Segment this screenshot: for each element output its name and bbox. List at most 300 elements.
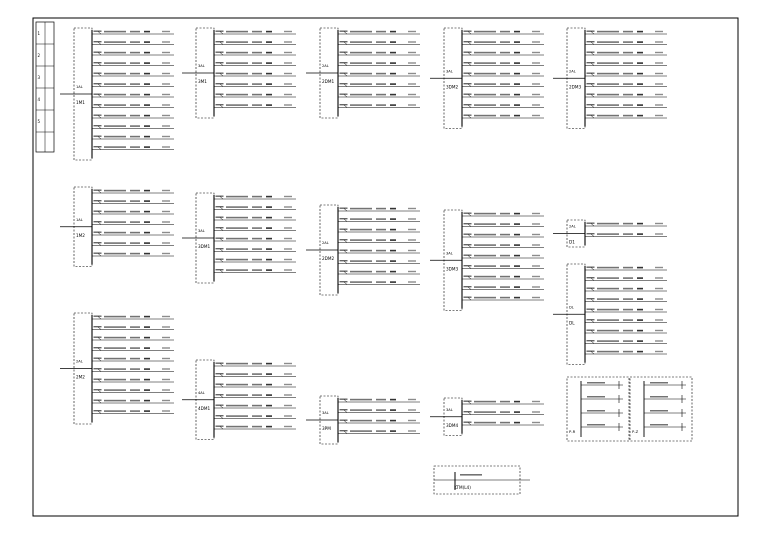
column-4	[430, 28, 544, 436]
cable-spec-mark	[350, 62, 372, 64]
breaker-tag-mark	[587, 41, 595, 42]
cable-spec-mark	[376, 420, 386, 422]
circuit-note-mark	[284, 217, 292, 218]
cable-spec-mark	[623, 73, 633, 75]
load-value-mark	[637, 267, 643, 269]
load-value-mark	[144, 358, 150, 360]
breaker-tag-mark	[464, 234, 472, 235]
load-value-mark	[390, 94, 396, 96]
breaker-tag-mark	[340, 41, 348, 42]
circuit-note-mark	[162, 83, 170, 84]
load-value-mark	[637, 309, 643, 311]
breaker-tag-mark	[216, 227, 224, 228]
circuit-note-mark	[655, 267, 663, 268]
cable-spec-mark	[376, 229, 386, 231]
legend-right	[630, 377, 692, 441]
cable-spec-mark	[597, 41, 619, 43]
panel-sub-label: 3AL	[446, 251, 453, 256]
load-value-mark	[266, 384, 272, 386]
distribution-panel-2dm3	[553, 28, 667, 129]
cable-spec-mark	[474, 52, 496, 54]
cable-spec-mark	[474, 234, 496, 236]
cable-spec-mark	[130, 347, 140, 349]
panel-id-label: DL	[569, 320, 575, 326]
circuit-note-mark	[532, 276, 540, 277]
circuit-note-mark	[408, 31, 416, 32]
distribution-panel-3dm4	[430, 398, 544, 436]
cable-spec-mark	[474, 115, 496, 117]
breaker-tag-mark	[587, 319, 595, 320]
breaker-tag-mark	[587, 52, 595, 53]
load-value-mark	[514, 286, 520, 288]
cable-spec-mark	[350, 41, 372, 43]
circuit-note-mark	[655, 83, 663, 84]
circuit-note-mark	[162, 41, 170, 42]
circuit-note-mark	[532, 41, 540, 42]
breaker-tag-mark	[94, 253, 102, 254]
breaker-tag-mark	[340, 73, 348, 74]
cable-spec-mark	[623, 319, 633, 321]
breaker-tag-mark	[94, 326, 102, 327]
breaker-tag-mark	[216, 217, 224, 218]
breaker-tag-mark	[587, 94, 595, 95]
circuit-note-mark	[162, 316, 170, 317]
legend-label: P-R	[569, 429, 576, 434]
cable-spec-mark	[252, 83, 262, 85]
cable-spec-mark	[376, 52, 386, 54]
cable-spec-mark	[474, 286, 496, 288]
cable-spec-mark	[104, 253, 126, 255]
load-value-mark	[144, 326, 150, 328]
cable-spec-mark	[252, 373, 262, 375]
cable-spec-mark	[226, 196, 248, 198]
cable-spec-mark	[474, 276, 496, 278]
circuit-note-mark	[408, 281, 416, 282]
circuit-note-mark	[655, 41, 663, 42]
breaker-tag-mark	[216, 394, 224, 395]
circuit-note-mark	[532, 411, 540, 412]
cable-spec-mark	[623, 115, 633, 117]
circuit-note-mark	[532, 52, 540, 53]
cable-spec-mark	[226, 238, 248, 240]
cable-spec-mark	[252, 31, 262, 33]
cable-spec-mark	[597, 223, 619, 225]
load-value-mark	[266, 73, 272, 75]
load-value-mark	[266, 373, 272, 375]
circuit-note-mark	[532, 244, 540, 245]
breaker-tag-mark	[216, 52, 224, 53]
load-value-mark	[144, 73, 150, 75]
cable-spec-mark	[104, 190, 126, 192]
cable-spec-mark	[597, 94, 619, 96]
panel-id-label: 1M1	[76, 100, 85, 105]
breaker-tag-mark	[587, 233, 595, 234]
title-block	[36, 22, 54, 152]
cable-spec-mark	[252, 73, 262, 75]
circuit-note-mark	[162, 253, 170, 254]
cable-spec-mark	[350, 104, 372, 106]
breaker-tag-mark	[94, 242, 102, 243]
cable-spec-mark	[130, 389, 140, 391]
breaker-tag-mark	[94, 94, 102, 95]
circuit-note-mark	[162, 232, 170, 233]
load-value-mark	[637, 298, 643, 300]
cable-spec-mark	[130, 200, 140, 202]
breaker-tag-mark	[340, 62, 348, 63]
circuit-note-mark	[162, 326, 170, 327]
circuit-note-mark	[532, 255, 540, 256]
breaker-tag-mark	[464, 223, 472, 224]
cable-spec-mark	[252, 384, 262, 386]
breaker-tag-mark	[587, 83, 595, 84]
breaker-tag-mark	[340, 239, 348, 240]
cable-spec-mark	[500, 422, 510, 424]
circuit-note-mark	[532, 223, 540, 224]
cable-spec-mark	[130, 94, 140, 96]
breaker-tag-mark	[216, 41, 224, 42]
circuit-note-mark	[532, 73, 540, 74]
panel-id-label: 2DM3	[569, 84, 582, 90]
cable-spec-mark	[226, 248, 248, 250]
cable-spec-mark	[350, 52, 372, 54]
cable-spec-mark	[104, 242, 126, 244]
circuit-note-mark	[162, 190, 170, 191]
circuit-note-mark	[284, 238, 292, 239]
breaker-tag-mark	[587, 309, 595, 310]
breaker-tag-mark	[216, 363, 224, 364]
breaker-tag-mark	[464, 41, 472, 42]
load-value-mark	[637, 104, 643, 106]
cable-spec-mark	[130, 221, 140, 223]
cable-spec-mark	[130, 316, 140, 318]
breaker-tag-mark	[464, 401, 472, 402]
load-value-mark	[514, 83, 520, 85]
cable-spec-mark	[350, 281, 372, 283]
load-value-mark	[144, 136, 150, 138]
load-value-mark	[266, 52, 272, 54]
load-value-mark	[514, 401, 520, 403]
legend-frame	[567, 377, 629, 441]
breaker-tag-mark	[216, 405, 224, 406]
load-value-mark	[390, 420, 396, 422]
breaker-tag-mark	[216, 206, 224, 207]
cable-spec-mark	[597, 104, 619, 106]
circuit-note-mark	[408, 260, 416, 261]
cable-spec-mark	[252, 104, 262, 106]
circuit-note-mark	[408, 420, 416, 421]
cable-spec-mark	[350, 73, 372, 75]
cable-spec-mark	[500, 265, 510, 267]
circuit-note-mark	[284, 31, 292, 32]
circuit-note-mark	[284, 196, 292, 197]
cable-spec-mark	[376, 94, 386, 96]
load-value-mark	[266, 41, 272, 43]
cable-spec-mark	[226, 41, 248, 43]
title-block-cell: 2	[37, 53, 41, 58]
cable-spec-mark	[104, 125, 126, 127]
circuit-note-mark	[284, 227, 292, 228]
cable-spec-mark	[500, 104, 510, 106]
cable-spec-mark	[104, 221, 126, 223]
breaker-tag-mark	[340, 31, 348, 32]
load-value-mark	[514, 255, 520, 257]
cable-spec-mark	[474, 104, 496, 106]
load-value-mark	[637, 73, 643, 75]
panel-sub-label: 2AL	[569, 69, 576, 74]
cable-spec-mark	[226, 83, 248, 85]
breaker-tag-mark	[94, 211, 102, 212]
breaker-tag-mark	[464, 297, 472, 298]
load-value-mark	[144, 94, 150, 96]
load-value-mark	[637, 277, 643, 279]
breaker-tag-mark	[94, 83, 102, 84]
circuit-note-mark	[284, 394, 292, 395]
cable-spec-mark	[226, 415, 248, 417]
column-5	[553, 28, 667, 365]
load-value-mark	[390, 208, 396, 210]
distribution-panel-1m2	[60, 187, 174, 267]
breaker-tag-mark	[216, 62, 224, 63]
load-value-mark	[144, 190, 150, 192]
circuit-note-mark	[162, 379, 170, 380]
cable-spec-mark	[252, 94, 262, 96]
load-value-mark	[144, 410, 150, 412]
circuit-note-mark	[284, 384, 292, 385]
load-value-mark	[266, 426, 272, 428]
cable-spec-mark	[130, 115, 140, 117]
cable-spec-mark	[252, 206, 262, 208]
cable-spec-mark	[587, 396, 605, 398]
load-value-mark	[637, 31, 643, 33]
load-value-mark	[514, 31, 520, 33]
breaker-tag-mark	[216, 94, 224, 95]
load-value-mark	[266, 83, 272, 85]
distribution-panel-dl	[553, 264, 667, 365]
cable-spec-mark	[252, 394, 262, 396]
breaker-tag-mark	[94, 337, 102, 338]
cable-spec-mark	[474, 255, 496, 257]
circuit-note-mark	[655, 351, 663, 352]
distribution-panel-2m2	[60, 313, 174, 424]
panel-id-label: 2DM2	[322, 256, 335, 261]
ktm-label: KTM(L4)	[454, 485, 471, 490]
circuit-note-mark	[655, 319, 663, 320]
load-value-mark	[637, 94, 643, 96]
breaker-tag-mark	[216, 238, 224, 239]
cable-spec-mark	[597, 62, 619, 64]
circuit-note-mark	[162, 73, 170, 74]
breaker-tag-mark	[216, 415, 224, 416]
circuit-note-mark	[408, 218, 416, 219]
panel-sub-label: 3AL	[446, 407, 453, 412]
cable-spec-mark	[500, 286, 510, 288]
cable-spec-mark	[130, 136, 140, 138]
cable-spec-mark	[350, 83, 372, 85]
breaker-tag-mark	[587, 31, 595, 32]
cable-spec-mark	[474, 401, 496, 403]
cable-spec-mark	[500, 223, 510, 225]
load-value-mark	[637, 288, 643, 290]
load-value-mark	[514, 94, 520, 96]
cable-spec-mark	[623, 277, 633, 279]
load-value-mark	[144, 83, 150, 85]
breaker-tag-mark	[464, 73, 472, 74]
cable-spec-mark	[252, 363, 262, 365]
circuit-note-mark	[162, 52, 170, 53]
breaker-tag-mark	[587, 351, 595, 352]
load-value-mark	[144, 221, 150, 223]
cable-spec-mark	[350, 218, 372, 220]
load-value-mark	[144, 400, 150, 402]
load-value-mark	[144, 62, 150, 64]
cable-spec-mark	[474, 223, 496, 225]
breaker-tag-mark	[587, 330, 595, 331]
breaker-tag-mark	[464, 265, 472, 266]
cable-spec-mark	[252, 405, 262, 407]
breaker-tag-mark	[340, 260, 348, 261]
cable-spec-mark	[650, 410, 668, 412]
cable-spec-mark	[226, 363, 248, 365]
cable-spec-mark	[460, 474, 482, 476]
load-value-mark	[637, 41, 643, 43]
breaker-tag-mark	[94, 379, 102, 380]
breaker-tag-mark	[94, 232, 102, 233]
panel-id-label: 2M2	[76, 374, 85, 380]
load-value-mark	[266, 259, 272, 261]
title-block-cell: 5	[37, 119, 41, 124]
breaker-tag-mark	[94, 73, 102, 74]
circuit-note-mark	[655, 115, 663, 116]
cable-spec-mark	[226, 405, 248, 407]
cable-spec-mark	[104, 52, 126, 54]
panel-id-label: 2DM1	[322, 79, 335, 84]
panel-sub-label: 2AL	[76, 359, 83, 364]
panel-id-label: 4DM1	[198, 405, 211, 411]
cable-spec-mark	[500, 94, 510, 96]
load-value-mark	[390, 409, 396, 411]
breaker-tag-mark	[340, 271, 348, 272]
cable-spec-mark	[474, 422, 496, 424]
cable-spec-mark	[350, 260, 372, 262]
circuit-note-mark	[655, 73, 663, 74]
panel-id-label: 1M2	[76, 232, 85, 238]
load-value-mark	[514, 73, 520, 75]
cable-spec-mark	[130, 410, 140, 412]
breaker-tag-mark	[340, 281, 348, 282]
load-value-mark	[144, 31, 150, 33]
breaker-tag-mark	[464, 213, 472, 214]
legend-frame	[630, 377, 692, 441]
circuit-note-mark	[408, 52, 416, 53]
breaker-tag-mark	[587, 288, 595, 289]
breaker-tag-mark	[464, 422, 472, 423]
load-value-mark	[266, 62, 272, 64]
cable-spec-mark	[376, 31, 386, 33]
cable-spec-mark	[252, 196, 262, 198]
cable-spec-mark	[104, 94, 126, 96]
cable-spec-mark	[597, 288, 619, 290]
circuit-note-mark	[162, 146, 170, 147]
cable-spec-mark	[226, 426, 248, 428]
load-value-mark	[144, 125, 150, 127]
load-value-mark	[514, 41, 520, 43]
bottom-box-group	[434, 466, 530, 494]
cable-spec-mark	[350, 420, 372, 422]
breaker-tag-mark	[94, 368, 102, 369]
cable-spec-mark	[104, 211, 126, 213]
panel-id-label: 3DM3	[446, 266, 459, 272]
load-value-mark	[266, 415, 272, 417]
circuit-note-mark	[162, 410, 170, 411]
cable-spec-mark	[474, 265, 496, 267]
breaker-tag-mark	[94, 190, 102, 191]
panel-id-label: 3DM1	[198, 244, 211, 249]
distribution-panel-2dm1	[306, 28, 420, 118]
distribution-panel-2dm2	[306, 205, 420, 295]
load-value-mark	[514, 411, 520, 413]
cable-spec-mark	[104, 146, 126, 148]
breaker-tag-mark	[340, 218, 348, 219]
panel-id-label: 3DM4	[446, 422, 459, 428]
circuit-note-mark	[408, 239, 416, 240]
breaker-tag-mark	[464, 94, 472, 95]
cable-spec-mark	[623, 104, 633, 106]
cable-spec-mark	[623, 94, 633, 96]
circuit-note-mark	[532, 83, 540, 84]
load-value-mark	[144, 347, 150, 349]
cable-spec-mark	[623, 223, 633, 225]
circuit-note-mark	[162, 400, 170, 401]
load-value-mark	[514, 52, 520, 54]
breaker-tag-mark	[94, 31, 102, 32]
cable-spec-mark	[104, 62, 126, 64]
cable-spec-mark	[130, 337, 140, 339]
cable-spec-mark	[474, 94, 496, 96]
legend-left	[567, 377, 629, 441]
breaker-tag-mark	[587, 277, 595, 278]
cable-spec-mark	[500, 401, 510, 403]
cable-spec-mark	[597, 52, 619, 54]
cable-spec-mark	[104, 73, 126, 75]
circuit-note-mark	[655, 288, 663, 289]
breaker-tag-mark	[464, 62, 472, 63]
cable-spec-mark	[597, 330, 619, 332]
breaker-tag-mark	[587, 223, 595, 224]
load-value-mark	[390, 399, 396, 401]
breaker-tag-mark	[340, 104, 348, 105]
cable-spec-mark	[376, 409, 386, 411]
breaker-tag-mark	[216, 384, 224, 385]
breaker-tag-mark	[216, 73, 224, 74]
load-value-mark	[637, 319, 643, 321]
load-value-mark	[514, 244, 520, 246]
circuit-note-mark	[532, 213, 540, 214]
breaker-tag-mark	[94, 115, 102, 116]
circuit-note-mark	[408, 73, 416, 74]
cable-spec-mark	[350, 399, 372, 401]
distribution-panel-d1	[553, 220, 667, 247]
cable-spec-mark	[130, 83, 140, 85]
breaker-tag-mark	[94, 389, 102, 390]
cable-spec-mark	[500, 41, 510, 43]
load-value-mark	[144, 104, 150, 106]
circuit-note-mark	[284, 62, 292, 63]
breaker-tag-mark	[94, 125, 102, 126]
breaker-tag-mark	[464, 255, 472, 256]
cable-spec-mark	[474, 83, 496, 85]
panel-sub-label: 3AL	[198, 229, 205, 233]
cable-spec-mark	[252, 41, 262, 43]
